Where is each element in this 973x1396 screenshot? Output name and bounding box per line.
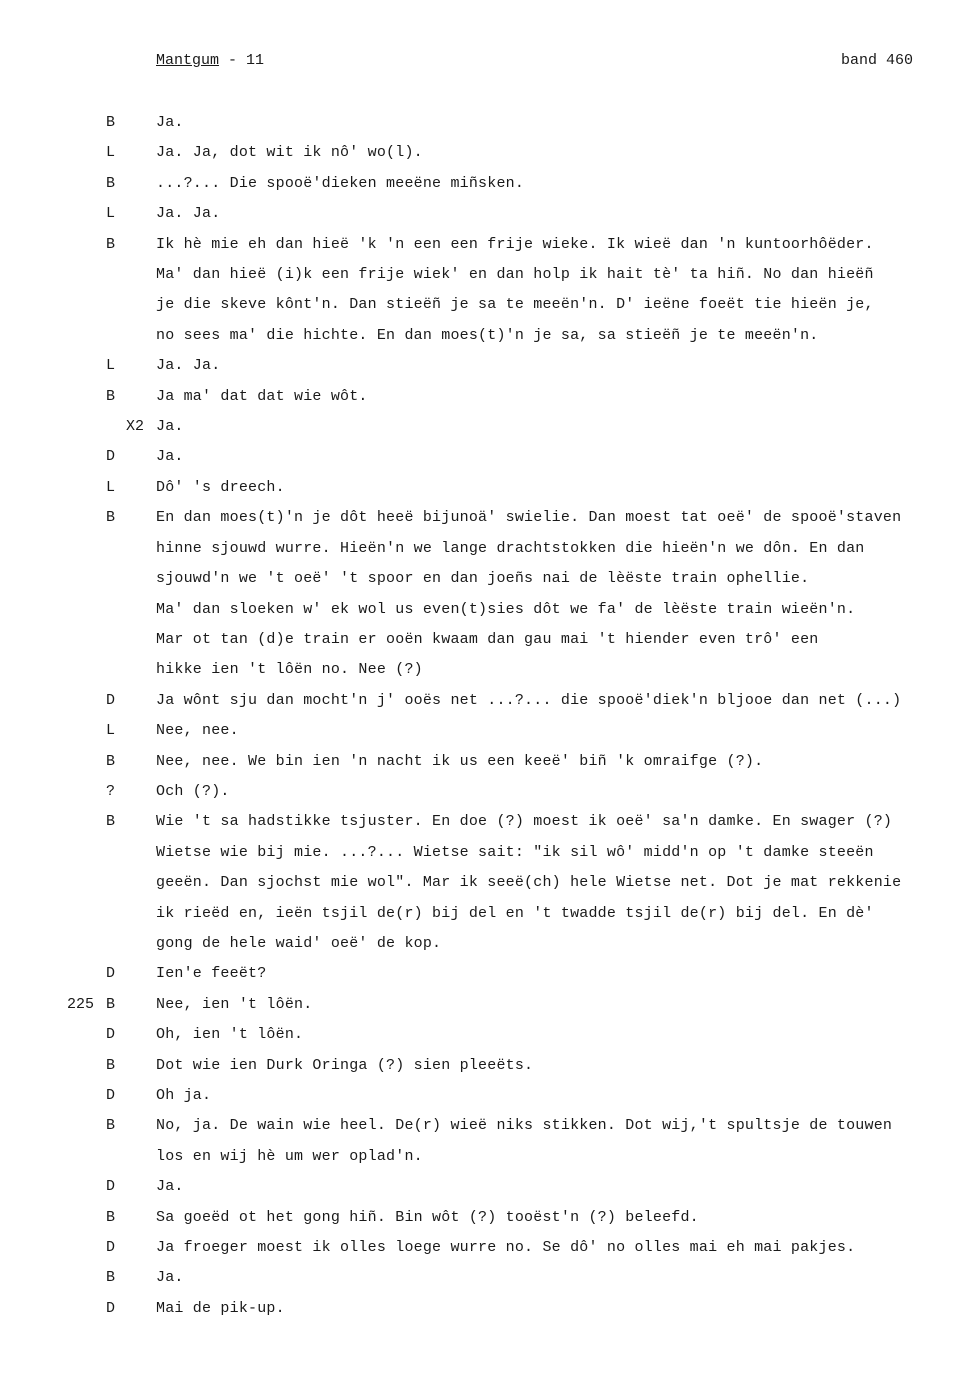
turn-11 <box>0 503 973 685</box>
turn-text: Oh ja. <box>156 1087 212 1104</box>
turn-22 <box>0 1111 973 1172</box>
speaker-label: L <box>106 478 116 496</box>
turn-19 <box>0 1020 973 1050</box>
turn-text: ...?... Die spooë'dieken meeëne miñsken. <box>156 174 525 192</box>
turn-text: Mai de pik-up. <box>156 1299 285 1317</box>
turn-25 <box>0 1233 973 1263</box>
turn-14 <box>0 747 973 777</box>
speaker-label: D <box>106 965 116 983</box>
header-title <box>156 52 264 69</box>
turn-text: Nee, ien 't lôën. <box>156 995 313 1013</box>
turn-text: Ja froeger moest ik olles loege wurre no. Se dô' no olles mai eh mai pakjes. <box>156 1239 856 1257</box>
turn-20 <box>0 1051 973 1081</box>
turn-text: Wie 't sa hadstikke tsjuster. En doe (?) moest ik oeë' sa'n damke. En swager (?) Wietse wie bij mie. ...?... Wietse sait: "ik sil wô' midd'n op 't damke steeën geeën. Dan sjochst mie wol". Mar ik seeë(ch) hele Wietse net. Dot je mat rekkenie ik rieëd en, ieën tsjil de(r) bij del en 't twadde tsjil de(r) bij del. En dè' gong de hele waid' oeë' de kop. <box>156 813 902 952</box>
speaker-label: B <box>106 1056 116 1074</box>
turn-21 <box>0 1081 973 1111</box>
turn-5 <box>0 230 973 352</box>
header-place: Mantgum <box>156 52 220 69</box>
turn-23 <box>0 1172 973 1202</box>
turn-8 <box>0 412 973 442</box>
turn-18 <box>0 990 973 1020</box>
speaker-label: B <box>106 752 116 770</box>
header-band: band 460 <box>840 52 913 69</box>
turn-text: Ja. <box>156 1178 184 1196</box>
speaker-label: X2 <box>126 418 145 436</box>
speaker-label: D <box>106 1239 116 1257</box>
speaker-label: B <box>106 1269 116 1287</box>
speaker-label: B <box>106 174 116 192</box>
speaker-label: B <box>106 114 116 131</box>
turn-3 <box>0 169 973 199</box>
turn-13 <box>0 716 973 746</box>
page-header <box>156 52 913 76</box>
turn-text: Ja ma' dat dat wie wôt. <box>156 387 368 405</box>
speaker-label: B <box>106 235 116 253</box>
turn-text: Sa goeëd ot het gong hiñ. Bin wôt (?) tooëst'n (?) beleefd. <box>156 1208 699 1226</box>
turn-7 <box>0 382 973 412</box>
speaker-label: B <box>106 1117 116 1135</box>
turn-27 <box>0 1294 973 1324</box>
speaker-label: D <box>106 691 116 709</box>
speaker-label: D <box>106 1299 116 1317</box>
turn-12 <box>0 686 973 716</box>
turn-text: Nee, nee. <box>156 722 239 740</box>
speaker-label: D <box>106 1087 116 1104</box>
speaker-label: D <box>106 448 116 466</box>
speaker-label: B <box>106 813 116 831</box>
turn-2 <box>0 138 973 168</box>
speaker-label: L <box>106 144 116 162</box>
turn-text: Dot wie ien Durk Oringa (?) sien pleeëts. <box>156 1056 534 1074</box>
turn-text: Ja. <box>156 448 184 466</box>
turn-text: Ja. <box>156 1269 184 1287</box>
turn-15 <box>0 777 973 807</box>
turn-26 <box>0 1263 973 1293</box>
speaker-label: L <box>106 722 116 740</box>
turn-text: Ja wônt sju dan mocht'n j' ooës net ...?... die spooë'diek'n bljooe dan net (...) <box>156 691 902 709</box>
line-number: 225 <box>66 995 94 1013</box>
speaker-label: D <box>106 1178 116 1196</box>
turn-text: Ien'e feeët? <box>156 965 267 983</box>
turn-6 <box>0 351 973 381</box>
turn-text: Nee, nee. We bin ien 'n nacht ik us een keeë' biñ 'k omraifge (?). <box>156 752 764 770</box>
turn-text: Ja. Ja. <box>156 205 221 223</box>
speaker-label: L <box>106 357 116 375</box>
turn-text: En dan moes(t)'n je dôt heeë bijunoä' swielie. Dan moest tat oeë' de spooë'staven hinne sjouwd wurre. Hieën'n we lange drachtstokken die hieën'n we dôn. En dan sjouwd'n we 't oeë' 't spoor en dan joeñs nai de lèëste train ophellie. Ma' dan sloeken w' ek wol us even(t)sies dôt we fa' de lèëste train wieën'n. Mar ot tan (d)e train er ooën kwaam dan gau mai 't hiender even trô' een hikke ien 't lôën no. Nee (?) <box>156 509 902 679</box>
turn-24 <box>0 1203 973 1233</box>
turn-text: Dô' 's dreech. <box>156 478 285 496</box>
turn-4 <box>0 199 973 229</box>
turn-10 <box>0 473 973 503</box>
turn-text: Ja. <box>156 114 184 131</box>
transcript-body <box>0 108 973 1324</box>
turn-9 <box>0 442 973 472</box>
header-page-number: 11 <box>246 52 265 69</box>
speaker-label: B <box>106 387 116 405</box>
turn-text: Ik hè mie eh dan hieë 'k 'n een een frije wieke. Ik wieë dan 'n kuntoorhôëder. Ma' dan hieë (i)k een frije wiek' en dan holp ik hait tè' ta hiñ. No dan hieëñ je die skeve kônt'n. Dan stieëñ je sa te meeën'n. D' ieëne foeët tie hieën je, no sees ma' die hichte. En dan moes(t)'n je sa, sa stieëñ je te meeën'n. <box>156 235 874 344</box>
header-separator: - <box>219 52 247 69</box>
turn-text: Oh, ien 't lôën. <box>156 1026 304 1044</box>
turn-text: No, ja. De wain wie heel. De(r) wieë niks stikken. Dot wij,'t spultsje de touwen los en wij hè um wer oplad'n. <box>156 1117 893 1165</box>
turn-16 <box>0 807 973 959</box>
speaker-label: ? <box>106 782 116 800</box>
speaker-label: B <box>106 509 116 527</box>
turn-text: Och (?). <box>156 782 230 800</box>
turn-1 <box>0 108 973 138</box>
turn-text: Ja. <box>156 418 184 436</box>
turn-17 <box>0 959 973 989</box>
speaker-label: B <box>106 995 116 1013</box>
turn-text: Ja. Ja. <box>156 357 221 375</box>
turn-text: Ja. Ja, dot wit ik nô' wo(l). <box>156 144 423 162</box>
speaker-label: B <box>106 1208 116 1226</box>
speaker-label: D <box>106 1026 116 1044</box>
speaker-label: L <box>106 205 116 223</box>
